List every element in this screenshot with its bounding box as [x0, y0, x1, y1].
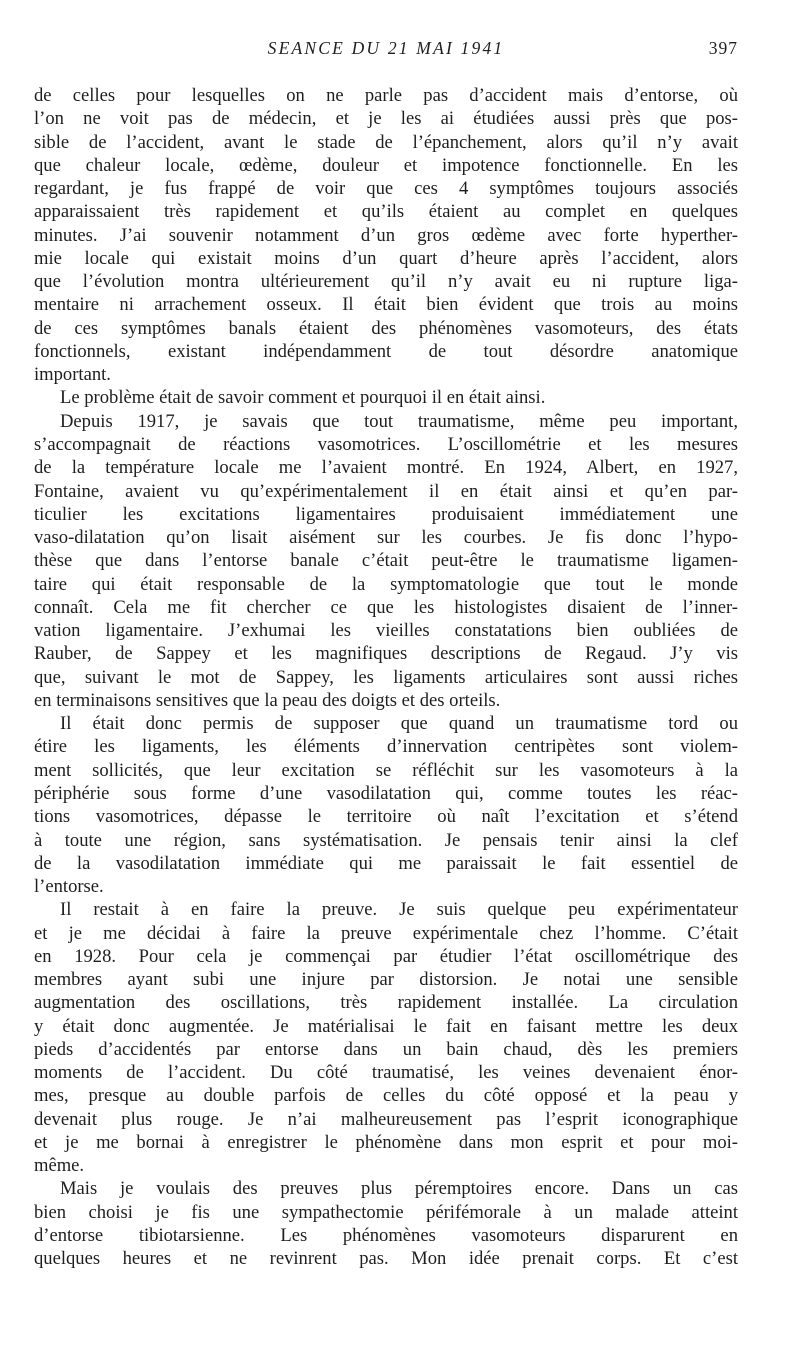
- text-line: périphérie sous forme d’une vasodilatation qui, comme toutes les réac-: [34, 782, 738, 804]
- text-line: membres ayant subi une injure par distorsion. Je notai une sensible: [34, 969, 738, 991]
- text-line: de ces symptômes banals étaient des phénomènes vasomoteurs, des états: [34, 317, 738, 339]
- text-line: connaît. Cela me fit chercher ce que les histologistes disaient de l’inner-: [34, 596, 738, 618]
- text-line: l’on ne voit pas de médecin, et je les ai étudiées aussi près que pos-: [34, 108, 738, 130]
- text-line: en terminaisons sensitives que la peau des doigts et des orteils.: [34, 689, 501, 711]
- text-line: Il restait à en faire la preuve. Je suis quelque peu expérimentateur: [60, 899, 738, 921]
- text-line: Le problème était de savoir comment et pourquoi il en était ainsi.: [60, 387, 546, 409]
- text-line: de la vasodilatation immédiate qui me paraissait le fait essentiel de: [34, 852, 738, 874]
- text-line: thèse que dans l’entorse banale c’était peut-être le traumatisme ligamen-: [34, 550, 738, 572]
- text-line: vaso-dilatation qu’on lisait aisément sur les courbes. Je fis donc l’hypo-: [34, 527, 738, 549]
- text-line: pieds d’accidentés par entorse dans un bain chaud, dès les premiers: [34, 1038, 738, 1060]
- text-line: tions vasomotrices, dépasse le territoire où naît l’excitation et s’étend: [34, 806, 738, 828]
- text-line: et je me décidai à faire la preuve expérimentale chez l’homme. C’était: [34, 922, 738, 944]
- text-line: que l’évolution montra ultérieurement qu’il n’y avait eu ni rupture liga-: [34, 271, 738, 293]
- text-line: fonctionnels, existant indépendamment de tout désordre anatomique: [34, 340, 738, 362]
- page-number: 397: [708, 38, 738, 58]
- text-line: mentaire ni arrachement osseux. Il était bien évident que trois au moins: [34, 294, 738, 316]
- text-line: mes, presque au double parfois de celles du côté opposé et la peau y: [34, 1085, 738, 1107]
- text-line: s’accompagnait de réactions vasomotrices. L’oscillométrie et les mesures: [34, 433, 738, 455]
- text-line: important.: [34, 364, 111, 386]
- text-line: ment sollicités, que leur excitation se réfléchit sur les vasomoteurs à la: [34, 759, 738, 781]
- text-line: devenait plus rouge. Je n’ai malheureusement pas l’esprit iconographique: [34, 1108, 738, 1130]
- text-line: Il était donc permis de supposer que quand un traumatisme tord ou: [60, 713, 738, 735]
- text-line: d’entorse tibiotarsienne. Les phénomènes vasomoteurs disparurent en: [34, 1225, 738, 1247]
- text-line: apparaissaient très rapidement et qu’ils étaient au complet en quelques: [34, 201, 738, 223]
- text-line: taire qui était responsable de la symptomatologie que tout le monde: [34, 573, 738, 595]
- text-line: en 1928. Pour cela je commençai par étudier l’état oscillométrique des: [34, 945, 738, 967]
- text-line: de la température locale me l’avaient montré. En 1924, Albert, en 1927,: [34, 457, 738, 479]
- text-line: vation ligamentaire. J’exhumai les vieilles constatations bien oubliées de: [34, 620, 738, 642]
- text-line: de celles pour lesquelles on ne parle pas d’accident mais d’entorse, où: [34, 85, 738, 106]
- text-line: Rauber, de Sappey et les magnifiques descriptions de Regaud. J’y vis: [34, 643, 738, 665]
- text-line: l’entorse.: [34, 876, 104, 898]
- text-line: augmentation des oscillations, très rapidement installée. La circulation: [34, 992, 738, 1014]
- text-line: minutes. J’ai souvenir notamment d’un gros œdème avec forte hyperther-: [34, 224, 738, 246]
- text-line: regardant, je fus frappé de voir que ces 4 symptômes toujours associés: [34, 178, 738, 200]
- page-header: [34, 38, 738, 64]
- text-line: ticulier les excitations ligamentaires produisaient immédiatement une: [34, 503, 738, 525]
- text-line: moments de l’accident. Du côté traumatisé, les veines devenaient énor-: [34, 1062, 738, 1084]
- text-line: que, suivant le mot de Sappey, les ligaments articulaires sont aussi riches: [34, 666, 738, 688]
- text-line: mie locale qui existait moins d’un quart d’heure après l’accident, alors: [34, 247, 738, 269]
- text-line: et je me bornai à enregistrer le phénomène dans mon esprit et pour moi-: [34, 1131, 738, 1153]
- text-line: y était donc augmentée. Je matérialisai le fait en faisant mettre les deux: [34, 1015, 738, 1037]
- text-line: à toute une région, sans systématisation. Je pensais tenir ainsi la clef: [34, 829, 738, 851]
- running-title: SEANCE DU 21 MAI 1941: [267, 38, 505, 58]
- text-line: sible de l’accident, avant le stade de l’épanchement, alors qu’il n’y avait: [34, 131, 738, 153]
- text-line: Mais je voulais des preuves plus péremptoires encore. Dans un cas: [60, 1178, 738, 1200]
- text-line: étire les ligaments, les éléments d’innervation centripètes sont violem-: [34, 736, 738, 758]
- body-text: [34, 84, 738, 1271]
- text-line: que chaleur locale, œdème, douleur et impotence fonctionnelle. En les: [34, 154, 738, 176]
- text-line: bien choisi je fis une sympathectomie périfémorale à un malade atteint: [34, 1201, 738, 1223]
- text-line: Fontaine, avaient vu qu’expérimentalement il en était ainsi et qu’en par-: [34, 480, 738, 502]
- text-line: Depuis 1917, je savais que tout traumatisme, même peu important,: [60, 410, 738, 432]
- text-line: même.: [34, 1155, 85, 1177]
- text-line: quelques heures et ne revinrent pas. Mon idée prenait corps. Et c’est: [34, 1248, 738, 1270]
